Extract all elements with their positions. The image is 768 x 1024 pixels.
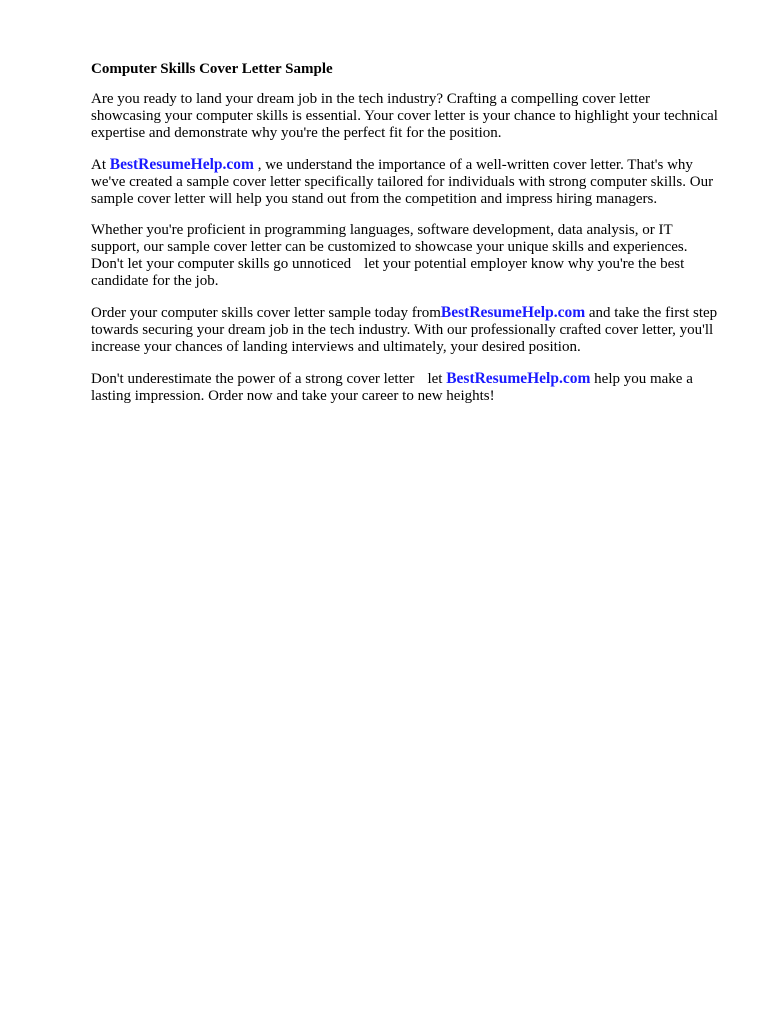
closing-let: let bbox=[427, 371, 447, 387]
bestresumehelp-link[interactable]: BestResumeHelp.com bbox=[109, 156, 254, 173]
about-prefix: At bbox=[91, 157, 110, 173]
document-title: Computer Skills Cover Letter Sample bbox=[91, 61, 333, 77]
about-text: , we understand the importance of a well-written cover letter. That's why we've created a sample cover letter specifically tailored for individuals with strong computer skills. Our sample cover letter will help you stand out from the competition and impress hiring managers. bbox=[91, 157, 714, 207]
document-page bbox=[91, 60, 723, 419]
about-paragraph bbox=[91, 156, 723, 208]
order-paragraph bbox=[91, 304, 723, 356]
order-text: and take the first step towards securing your dream job in the tech industry. With our professionally crafted cover letter, you'll increase your chances of landing interviews and ultimately, your desired position. bbox=[91, 305, 718, 355]
skills-text-a: Whether you're proficient in programming languages, software development, data analysis, or IT support, our sample cover letter can be customized to showcase your unique skills and experiences. Don't let your computer skills go unnoticed bbox=[91, 222, 688, 272]
closing-prefix: Don't underestimate the power of a strong cover letter bbox=[91, 371, 415, 387]
skills-paragraph bbox=[91, 222, 723, 290]
closing-text: help you make a lasting impression. Order now and take your career to new heights! bbox=[91, 371, 693, 404]
order-prefix: Order your computer skills cover letter sample today from bbox=[91, 305, 441, 321]
bestresumehelp-link[interactable]: BestResumeHelp.com bbox=[446, 370, 591, 387]
intro-paragraph: Are you ready to land your dream job in the tech industry? Crafting a compelling cover letter showcasing your computer skills is essential. Your cover letter is your chance to highlight your technical expertise and demonstrate why you're the perfect fit for the position. bbox=[91, 91, 718, 141]
skills-text-b: let your potential employer know why you're the best candidate for the job. bbox=[91, 256, 685, 289]
closing-paragraph bbox=[91, 370, 723, 405]
bestresumehelp-link[interactable]: BestResumeHelp.com bbox=[440, 304, 586, 321]
